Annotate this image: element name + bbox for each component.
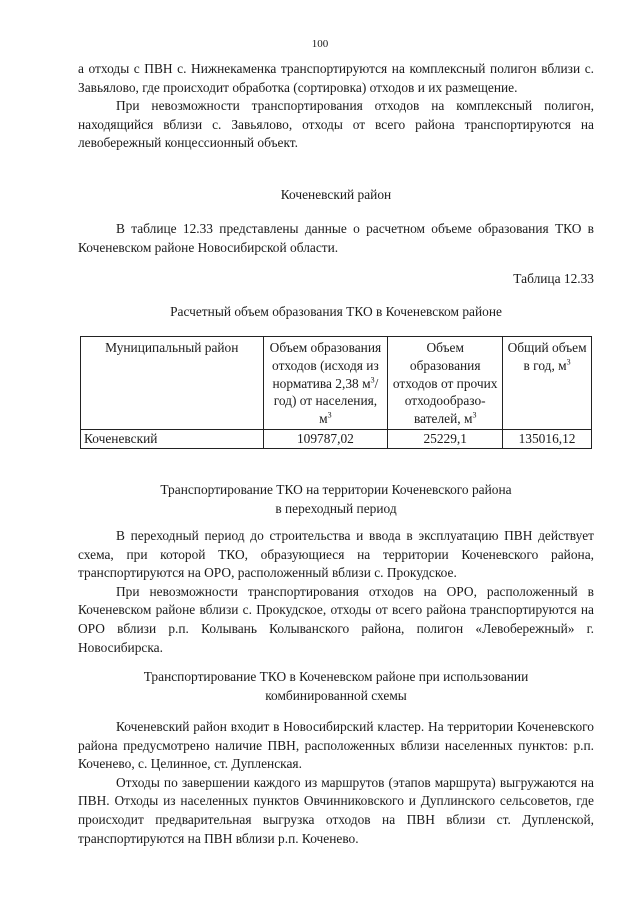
header-total-volume: Общий объем в год, $м^3$ bbox=[503, 337, 592, 430]
header-municipal-district: Муниципальный район bbox=[81, 337, 264, 430]
table-intro-text: В таблице 12.33 представлены данные о расчетном объеме образования ТКО в Коченевском районе Новосибирской области. bbox=[78, 221, 594, 255]
intro-paragraphs bbox=[78, 60, 594, 153]
paragraph-transition-fallback: При невозможности транспортирования отходов на ОРО, расположенный в Коченевском районе вблизи с. Прокудское, отходы от всего района транспортируются на ОРО вблизи р.п. Колывань Колыванского района, полигон «Левобережный» г. Новосибирска. bbox=[78, 583, 594, 655]
table-title: Расчетный объем образования ТКО в Коченевском районе bbox=[170, 304, 502, 319]
combined-heading-line2: комбинированной схемы bbox=[265, 687, 407, 703]
transition-heading-line1: Транспортирование ТКО на территории Коченевского района bbox=[160, 482, 512, 497]
table-header-row bbox=[81, 337, 592, 430]
header-population-volume: Объем образования отходов (исходя из норматива 2,38 $м^3/год$) от населения, $м^3$ bbox=[263, 337, 388, 430]
paragraph-routes: Отходы по завершении каждого из маршрутов (этапов маршрута) выгружаются на ПВН. Отходы из населенных пунктов Овчинниковского и Дуплинского сельсоветов, где происходит предварительная выгрузка отходов на ПВН вблизи ст. Дупленской, транспортируются на ПВН вблизи р.п. Коченево. bbox=[78, 774, 594, 846]
paragraph-cluster: Коченевский район входит в Новосибирский кластер. На территории Коченевского района предусмотрено наличие ПВН, расположенных вблизи населенных пунктов: р.п. Коченево, с. Целинное, ст. Дупленская. bbox=[78, 719, 594, 772]
district-heading: Коченевский район bbox=[280, 187, 392, 202]
transition-paragraphs bbox=[78, 527, 594, 657]
header-other-volume: Объем образования отходов от прочих отходообразо-вателей, $м^3$ bbox=[388, 337, 503, 430]
transition-heading-line2: в переходный период bbox=[275, 500, 397, 516]
cell-other: 25229,1 bbox=[388, 429, 503, 448]
table-label: Таблица 12.33 bbox=[513, 271, 594, 286]
paragraph-fallback: При невозможности транспортирования отходов на комплексный полигон, находящийся вблизи с. Завьялово, отходы от всего района транспортируются на левобережный концессионный объект. bbox=[78, 98, 594, 151]
paragraph-continuation: а отходы с ПВН с. Нижнекаменка транспортируются на комплексный полигон вблизи с. Завьялово, где происходит обработка (сортировка) отходов и их размещение. bbox=[78, 61, 594, 95]
waste-volume-table bbox=[80, 336, 592, 449]
paragraph-transition-scheme: В переходный период до строительства и ввода в эксплуатацию ПВН действует схема, при которой ТКО, образующиеся на территории Коченевского района, транспортируются на ОРО, расположенный вблизи с. Прокудское. bbox=[78, 528, 594, 581]
cell-population: 109787,02 bbox=[263, 429, 388, 448]
table-intro bbox=[78, 220, 594, 257]
combined-heading-line1: Транспортирование ТКО в Коченевском районе при использовании bbox=[143, 669, 529, 684]
cell-district: Коченевский bbox=[81, 429, 264, 448]
combined-heading bbox=[78, 668, 594, 705]
cell-total: 135016,12 bbox=[503, 429, 592, 448]
table-row bbox=[81, 429, 592, 448]
page-number: 100 bbox=[311, 38, 329, 50]
combined-paragraphs bbox=[78, 718, 594, 848]
transition-heading bbox=[78, 481, 594, 518]
